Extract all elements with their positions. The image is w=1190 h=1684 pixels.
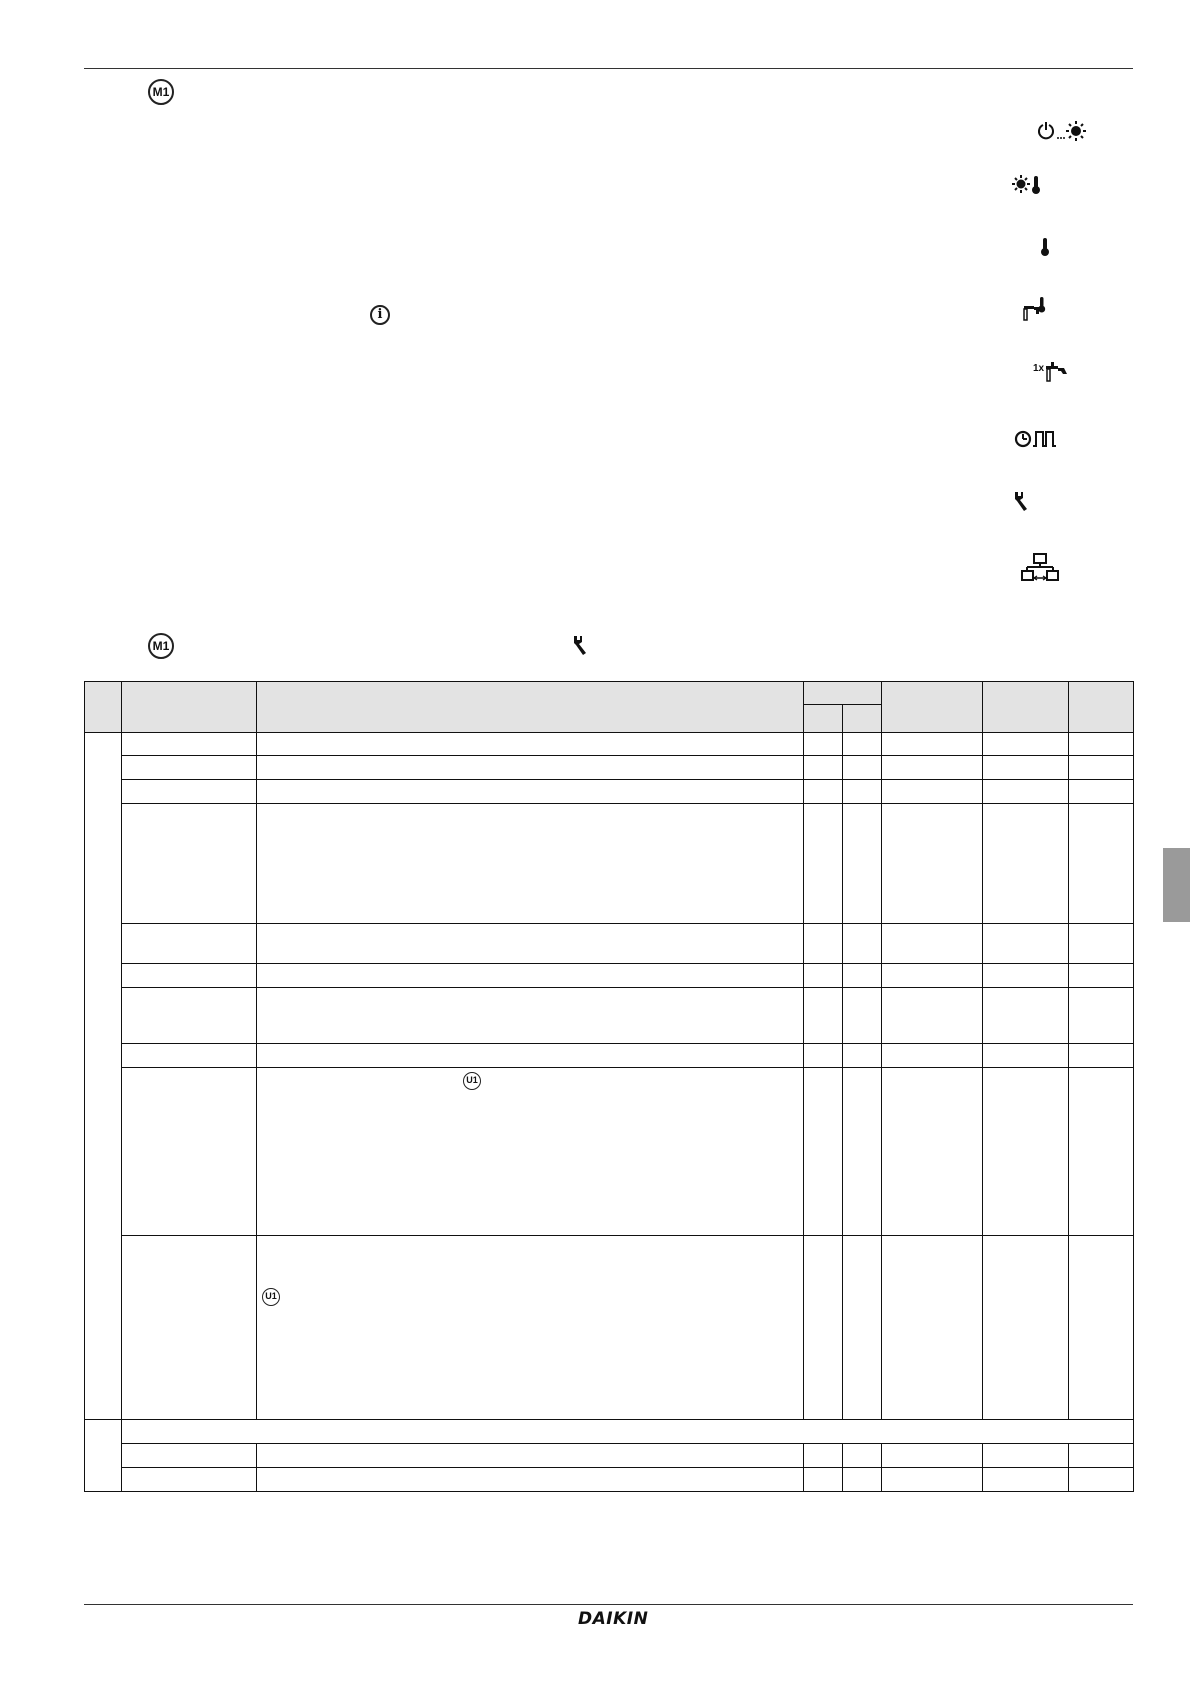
table-body (85, 733, 1134, 1492)
table-row (85, 1068, 1134, 1236)
header-cell (843, 705, 882, 733)
group-cell (85, 733, 122, 1420)
table-row (85, 924, 1134, 964)
daikin-logo: DAIKIN (578, 1609, 649, 1629)
header-cell (122, 682, 257, 733)
table-row (85, 756, 1134, 780)
header-cell (804, 705, 843, 733)
header-rule (84, 68, 1133, 69)
power-to-sun-icon (1036, 120, 1086, 147)
info-icon: i (370, 305, 390, 325)
table-row (85, 1444, 1134, 1468)
m1-badge-table: M1 (148, 633, 174, 659)
footer-rule (84, 1604, 1133, 1605)
wrench-icon-table (571, 634, 589, 661)
description-cell (257, 1236, 804, 1420)
table-row (85, 804, 1134, 924)
table-row (85, 733, 1134, 756)
network-icon (1021, 553, 1059, 590)
table-row (85, 1468, 1134, 1492)
table-row (85, 988, 1134, 1044)
description-cell (257, 1068, 804, 1236)
table-row (85, 964, 1134, 988)
svg-text:1x: 1x (1033, 363, 1045, 374)
u1-badge: U1 (463, 1072, 481, 1090)
m1-badge: M1 (148, 79, 174, 105)
section-row-cell (122, 1420, 1134, 1444)
sun-thermometer-icon (1012, 174, 1042, 201)
header-cell (804, 682, 882, 705)
table-row (85, 780, 1134, 804)
u1-badge: U1 (262, 1288, 280, 1306)
header-cell (1069, 682, 1134, 733)
clock-schedule-icon (1014, 428, 1066, 455)
table-row (85, 1420, 1134, 1444)
header-cell (257, 682, 804, 733)
section-tab-marker (1163, 848, 1190, 922)
parameter-table (84, 681, 1134, 1492)
header-cell (85, 682, 122, 733)
table-row (85, 1236, 1134, 1420)
header-cell (882, 682, 983, 733)
one-time-tap-icon (1033, 360, 1073, 389)
wrench-icon (1012, 490, 1030, 517)
moon-thermometer-icon (1028, 236, 1052, 263)
group-cell (85, 1420, 122, 1492)
table-header (85, 682, 1134, 733)
header-cell (983, 682, 1069, 733)
table-row (85, 1044, 1134, 1068)
tap-thermometer-icon (1022, 296, 1048, 327)
